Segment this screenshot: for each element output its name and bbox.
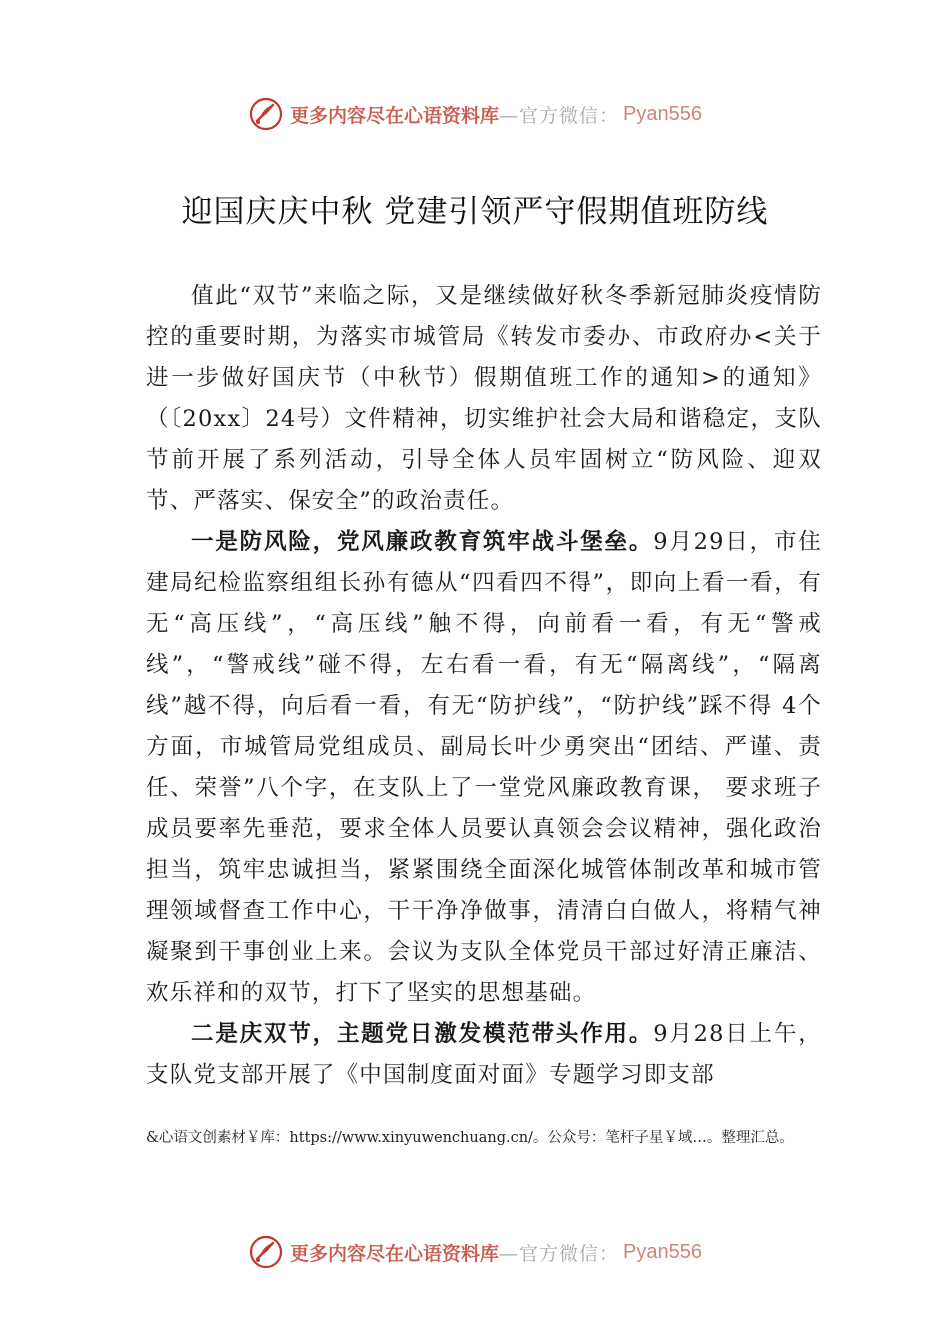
banner-wechat-label: —官方微信：: [499, 1242, 620, 1265]
paragraph-intro: 值此“双节”来临之际，又是继续做好秋冬季新冠肺炎疫情防控的重要时期，为落实市城管局《转发市委办、市政府办<关于进一步做好国庆节（中秋节）假期值班工作的通知>的通知》（〔20xx〕24号）文件精神，切实维护社会大局和谐稳定，支队节前开展了系列活动，引导全体人员牢固树立“防风险、迎双节、严落实、保安全”的政治责任。: [146, 283, 822, 514]
paragraph-celebrate: [146, 1014, 822, 1096]
banner-wechat-label: —官方微信：: [499, 104, 620, 127]
document-body: [146, 276, 822, 1096]
paragraph-anti-risk-body: 9月29日，市住建局纪检监察组组长孙有德从“四看四不得”，即向上看一看，有无“高压线”，“高压线”触不得，向前看一看，有无“警戒线”，“警戒线”碰不得，左右看一看，有无“隔离线”，“隔离线”越不得，向后看一看，有无“防护线”，“防护线”踩不得 4个方面，市城管局党组成员、副局长叶少勇突出“团结、严谨、责任、荣誉”八个字，在支队上了一堂党风廉政教育课， 要求班子成员要率先垂范，要求全体人员要认真领会会议精神，强化政治担当，筑牢忠诚担当，紧紧围绕全面深化城管体制改革和城市管理领域督查工作中心，干干净净做事，清清白白做人，将精气神凝聚到干事创业上来。会议为支队全体党员干部过好清正廉洁、欢乐祥和的双节，打下了坚实的思想基础。: [146, 529, 822, 1006]
footer-watermark-banner: [0, 1230, 950, 1274]
paragraph-celebrate-heading: 二是庆双节，主题党日激发模范带头作用。: [191, 1021, 654, 1047]
banner-wechat-id: Pyan556: [623, 102, 702, 125]
document-title: 迎国庆庆中秋 党建引领严守假期值班防线: [181, 194, 769, 230]
red-quill-seal-icon: [248, 96, 284, 132]
banner-wechat-id: Pyan556: [623, 1240, 702, 1263]
paragraph-celebrate-body: 9月28日上午，支队党支部开展了《中国制度面对面》专题学习即支部: [146, 1021, 822, 1088]
paragraph-anti-risk-heading: 一是防风险，党风廉政教育筑牢战斗堡垒。: [191, 529, 654, 555]
banner-lead-text: 更多内容尽在心语资料库: [290, 104, 500, 127]
source-footnote: &心语文创素材￥库：https://www.xinyuwenchuang.cn/。公众号：笔杆子星￥域…。整理汇总。: [146, 1130, 794, 1146]
red-quill-seal-icon: [248, 1234, 284, 1270]
banner-lead-text: 更多内容尽在心语资料库: [290, 1242, 500, 1265]
paragraph-anti-risk: [146, 522, 822, 1014]
header-watermark-banner: [0, 92, 950, 136]
